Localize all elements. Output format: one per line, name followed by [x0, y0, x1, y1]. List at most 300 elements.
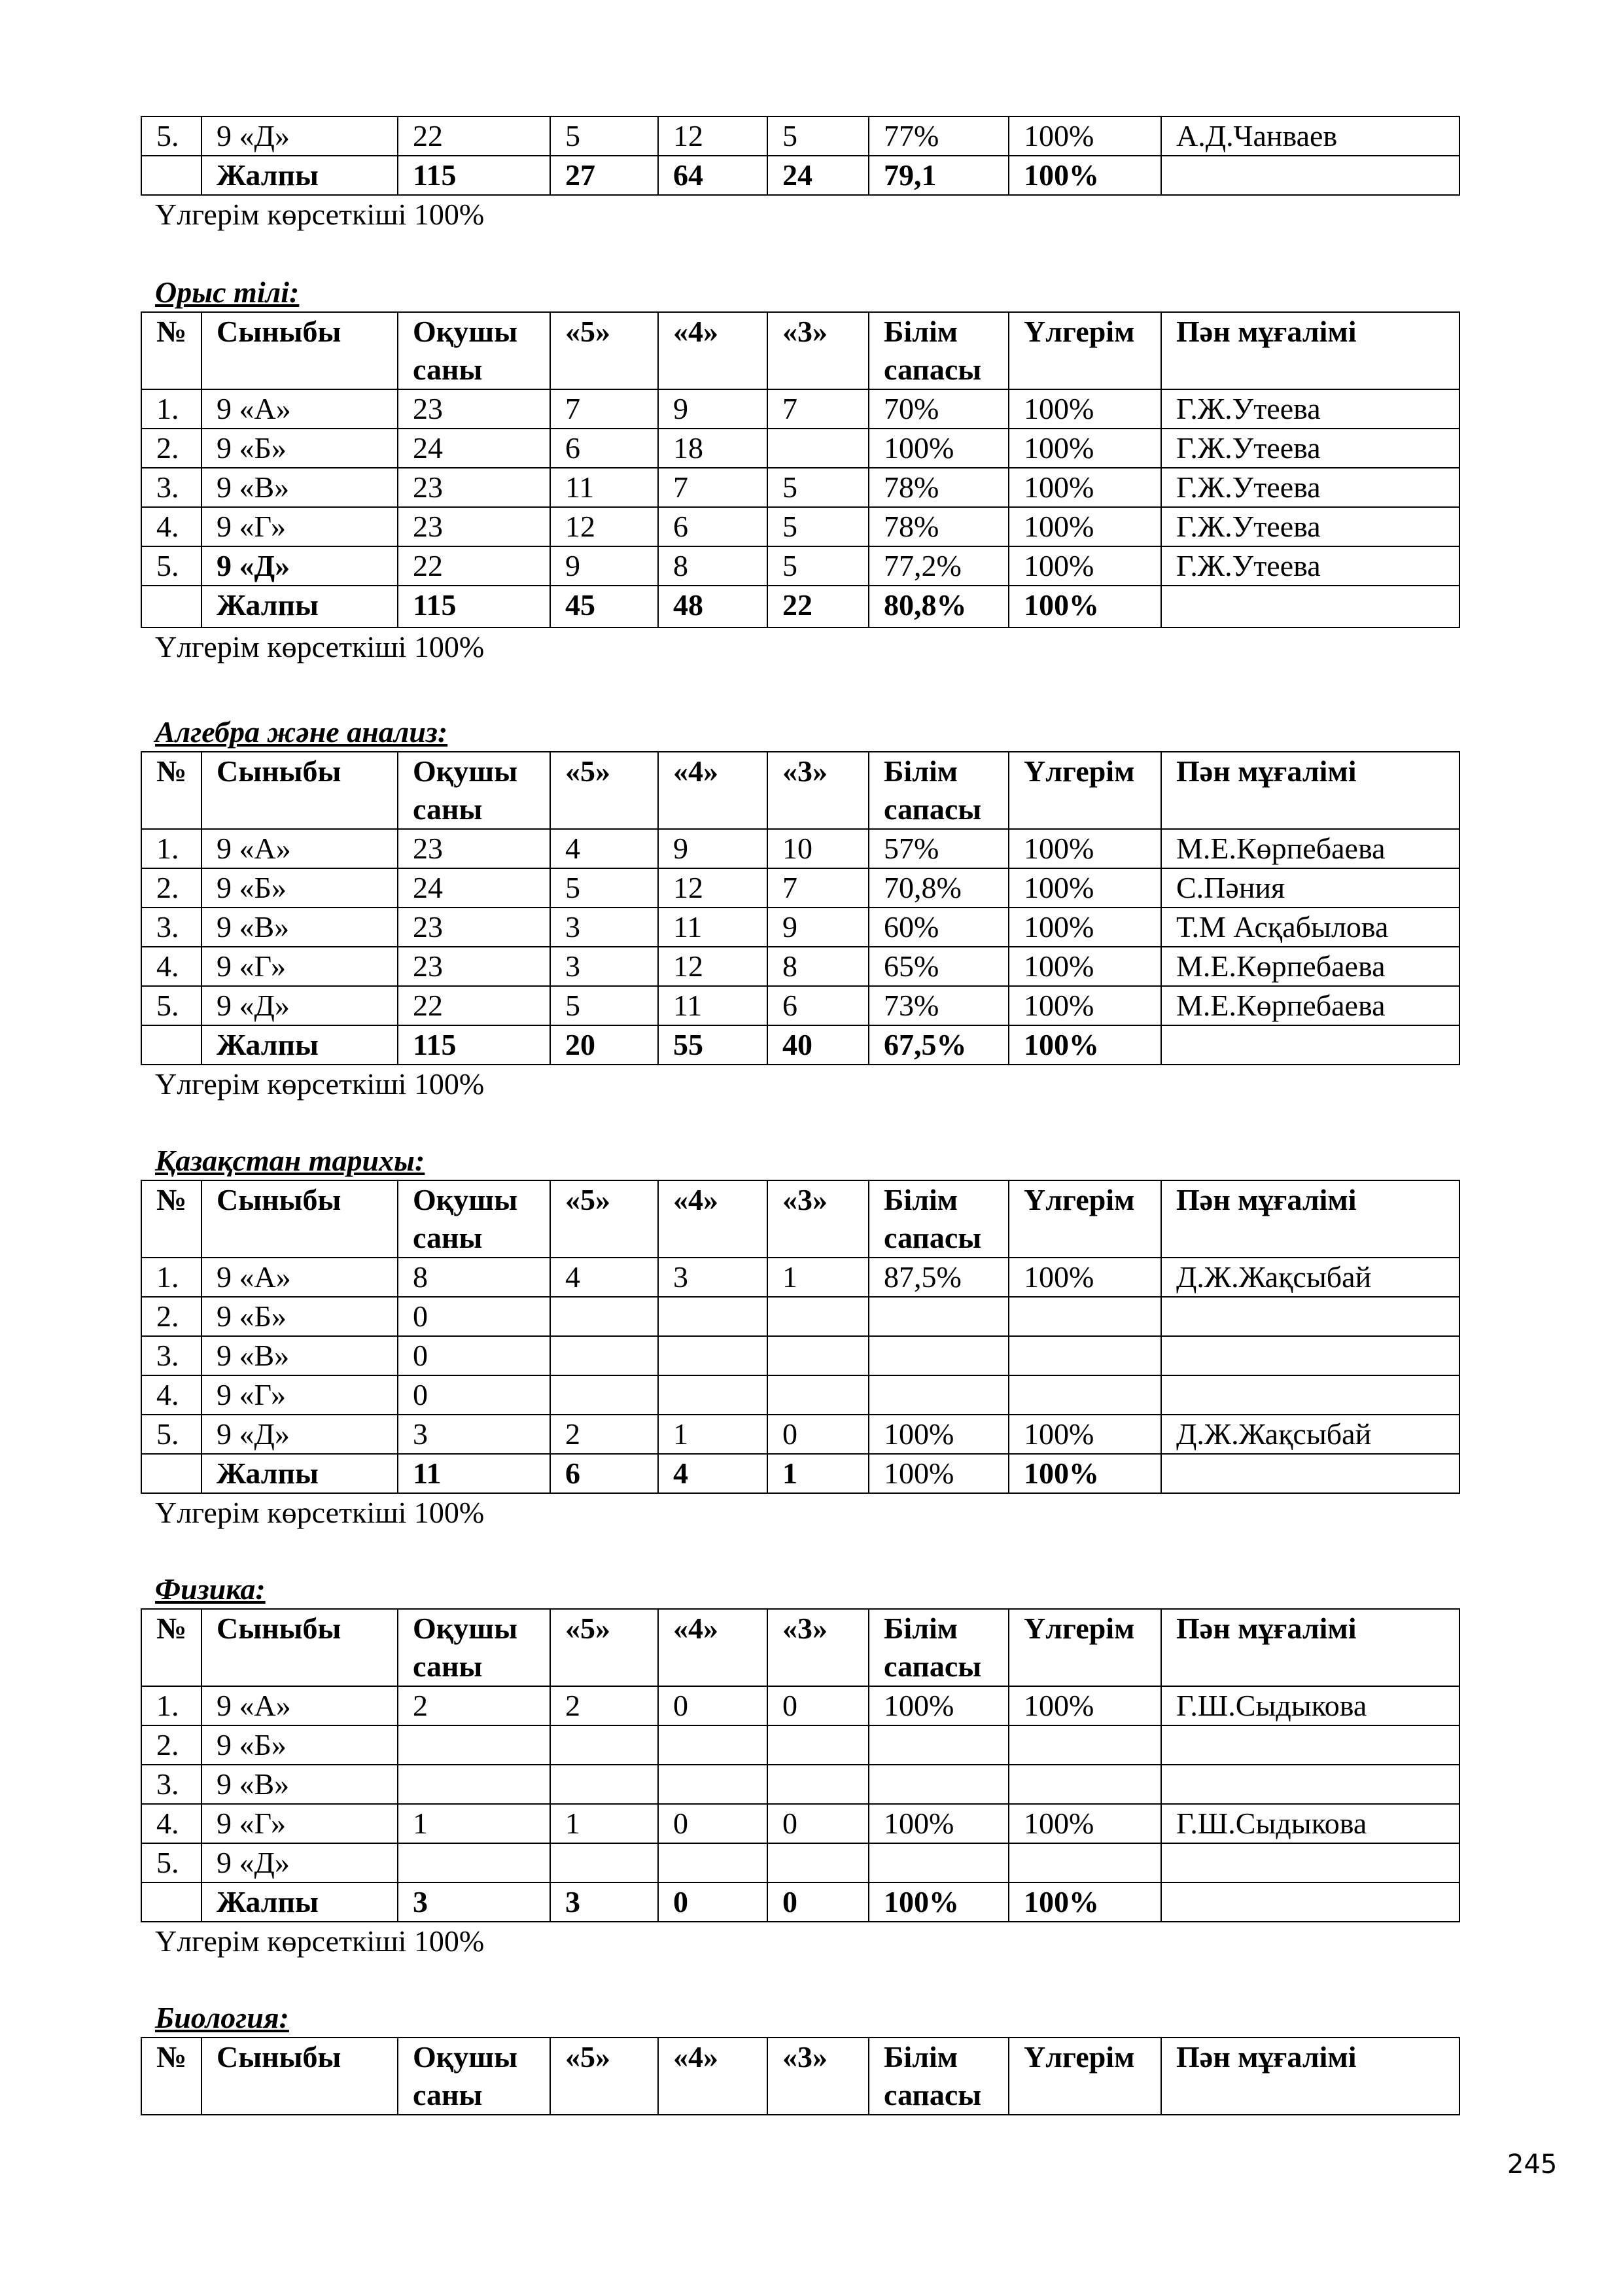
grade-5-count: 11 [550, 468, 658, 507]
header-number: № [141, 752, 201, 829]
grade-4-count: 11 [658, 908, 767, 947]
grade-3-count: 7 [767, 868, 869, 908]
grade-4-count: 18 [658, 429, 767, 468]
total-label: Жалпы [201, 1882, 398, 1922]
grades-table [141, 311, 1460, 628]
header-grade-4: «4» [658, 752, 767, 829]
grade-5-count [550, 1375, 658, 1415]
table-row [141, 116, 1459, 156]
teacher-name [1161, 1025, 1459, 1065]
grade-5-count [550, 1297, 658, 1336]
header-row [141, 1180, 1459, 1258]
progress-percent: 100% [1009, 507, 1161, 546]
header-progress: Үлгерім [1009, 2038, 1161, 2115]
grade-3-count: 1 [767, 1258, 869, 1297]
grade-4-count [658, 1765, 767, 1804]
grade-3-count: 6 [767, 986, 869, 1025]
progress-percent: 100% [1009, 586, 1161, 627]
class-name: 9 «В» [201, 468, 398, 507]
teacher-name: Г.Ж.Утеева [1161, 507, 1459, 546]
total-row [141, 1025, 1459, 1065]
student-count: 24 [398, 429, 550, 468]
student-count: 24 [398, 868, 550, 908]
progress-percent: 100% [1009, 468, 1161, 507]
row-number: 2. [141, 1297, 201, 1336]
header-teacher: Пән мұғалімі [1161, 1180, 1459, 1258]
row-number: 4. [141, 1375, 201, 1415]
class-name: 9 «Б» [201, 429, 398, 468]
row-number: 5. [141, 546, 201, 586]
grade-4-count: 9 [658, 829, 767, 868]
student-count [398, 1765, 550, 1804]
student-count: 11 [398, 1454, 550, 1493]
total-label: Жалпы [201, 1025, 398, 1065]
grade-3-count: 0 [767, 1882, 869, 1922]
grade-5-count: 6 [550, 429, 658, 468]
teacher-name: М.Е.Көрпебаева [1161, 829, 1459, 868]
row-number: 1. [141, 1258, 201, 1297]
table-row [141, 1258, 1459, 1297]
quality-percent: 70% [869, 389, 1009, 429]
grade-4-count: 12 [658, 947, 767, 986]
header-student-count: Оқушы саны [398, 752, 550, 829]
header-row [141, 312, 1459, 389]
quality-percent: 57% [869, 829, 1009, 868]
progress-percent [1009, 1843, 1161, 1882]
class-name: 9 «А» [201, 389, 398, 429]
header-teacher: Пән мұғалімі [1161, 2038, 1459, 2115]
class-name: 9 «А» [201, 829, 398, 868]
grade-3-count [767, 1765, 869, 1804]
header-teacher: Пән мұғалімі [1161, 752, 1459, 829]
progress-percent: 100% [1009, 1882, 1161, 1922]
quality-percent [869, 1725, 1009, 1765]
grade-5-count: 5 [550, 986, 658, 1025]
quality-percent: 100% [869, 1686, 1009, 1725]
quality-percent: 87,5% [869, 1258, 1009, 1297]
grade-3-count [767, 1336, 869, 1375]
grade-5-count [550, 1725, 658, 1765]
header-class: Сыныбы [201, 1609, 398, 1686]
header-class: Сыныбы [201, 312, 398, 389]
teacher-name [1161, 1843, 1459, 1882]
grade-4-count: 55 [658, 1025, 767, 1065]
grade-4-count [658, 1336, 767, 1375]
progress-percent: 100% [1009, 868, 1161, 908]
section-heading-russian: Орыс тілі: [155, 275, 300, 309]
section-table-russian [141, 311, 1460, 666]
section-table-biology [141, 2037, 1460, 2115]
class-name: 9 «Б» [201, 1725, 398, 1765]
header-quality: Білім сапасы [869, 2038, 1009, 2115]
table-row [141, 1804, 1459, 1843]
table-row [141, 1765, 1459, 1804]
grades-table [141, 1608, 1460, 1922]
teacher-name: М.Е.Көрпебаева [1161, 986, 1459, 1025]
header-number: № [141, 1609, 201, 1686]
row-number: 2. [141, 429, 201, 468]
total-label: Жалпы [201, 1454, 398, 1493]
table-row [141, 546, 1459, 586]
grades-table [141, 2037, 1460, 2115]
grade-4-count: 0 [658, 1686, 767, 1725]
student-count: 3 [398, 1882, 550, 1922]
student-count: 115 [398, 156, 550, 195]
row-number: 3. [141, 468, 201, 507]
grade-4-count: 12 [658, 868, 767, 908]
header-grade-5: «5» [550, 752, 658, 829]
section-table-history [141, 1180, 1460, 1532]
table-row [141, 947, 1459, 986]
progress-percent: 100% [1009, 829, 1161, 868]
student-count: 22 [398, 116, 550, 156]
table-row [141, 429, 1459, 468]
grade-3-count: 24 [767, 156, 869, 195]
grade-4-count: 48 [658, 586, 767, 627]
class-name: 9 «Д» [201, 116, 398, 156]
student-count: 8 [398, 1258, 550, 1297]
teacher-name: Г.Ш.Сыдыкова [1161, 1804, 1459, 1843]
progress-note: Үлгерім көрсеткіші 100% [155, 1924, 485, 1958]
grade-5-count: 7 [550, 389, 658, 429]
teacher-name: Г.Ж.Утеева [1161, 468, 1459, 507]
progress-percent: 100% [1009, 389, 1161, 429]
teacher-name [1161, 1336, 1459, 1375]
grade-5-count: 2 [550, 1415, 658, 1454]
student-count [398, 1725, 550, 1765]
grade-5-count: 5 [550, 116, 658, 156]
total-label: Жалпы [201, 586, 398, 627]
grade-4-count: 9 [658, 389, 767, 429]
progress-percent: 100% [1009, 986, 1161, 1025]
student-count: 23 [398, 389, 550, 429]
progress-percent: 100% [1009, 1415, 1161, 1454]
progress-percent: 100% [1009, 908, 1161, 947]
class-name: 9 «В» [201, 908, 398, 947]
grade-3-count: 10 [767, 829, 869, 868]
progress-percent: 100% [1009, 947, 1161, 986]
quality-percent: 60% [869, 908, 1009, 947]
grade-4-count: 0 [658, 1804, 767, 1843]
row-number [141, 1882, 201, 1922]
top-table [141, 116, 1460, 196]
table-row [141, 389, 1459, 429]
row-number [141, 1454, 201, 1493]
header-grade-3: «3» [767, 752, 869, 829]
quality-percent: 100% [869, 1415, 1009, 1454]
header-progress: Үлгерім [1009, 1609, 1161, 1686]
section-table-algebra [141, 751, 1460, 1103]
grade-5-count: 12 [550, 507, 658, 546]
progress-percent [1009, 1765, 1161, 1804]
row-number: 5. [141, 986, 201, 1025]
table-row [141, 507, 1459, 546]
header-grade-5: «5» [550, 312, 658, 389]
table-row [141, 1843, 1459, 1882]
header-row [141, 2038, 1459, 2115]
class-name: 9 «А» [201, 1686, 398, 1725]
teacher-name: Д.Ж.Жақсыбай [1161, 1258, 1459, 1297]
row-number: 1. [141, 829, 201, 868]
row-number [141, 1025, 201, 1065]
teacher-name [1161, 1725, 1459, 1765]
student-count: 115 [398, 1025, 550, 1065]
student-count: 0 [398, 1336, 550, 1375]
table-row [141, 868, 1459, 908]
progress-note: Үлгерім көрсеткіші 100% [155, 630, 485, 663]
class-name: 9 «Д» [201, 986, 398, 1025]
header-grade-3: «3» [767, 1180, 869, 1258]
student-count: 23 [398, 908, 550, 947]
progress-percent [1009, 1375, 1161, 1415]
quality-percent: 67,5% [869, 1025, 1009, 1065]
quality-percent: 79,1 [869, 156, 1009, 195]
grade-5-count: 9 [550, 546, 658, 586]
grade-3-count [767, 429, 869, 468]
progress-percent: 100% [1009, 429, 1161, 468]
grade-5-count: 45 [550, 586, 658, 627]
header-class: Сыныбы [201, 2038, 398, 2115]
progress-percent: 100% [1009, 116, 1161, 156]
grade-3-count: 0 [767, 1415, 869, 1454]
grade-3-count [767, 1725, 869, 1765]
grade-3-count: 1 [767, 1454, 869, 1493]
header-grade-4: «4» [658, 1609, 767, 1686]
class-name: 9 «В» [201, 1336, 398, 1375]
row-number: 4. [141, 1804, 201, 1843]
grade-5-count: 27 [550, 156, 658, 195]
table-row [141, 1725, 1459, 1765]
header-quality: Білім сапасы [869, 752, 1009, 829]
quality-percent: 70,8% [869, 868, 1009, 908]
progress-percent: 100% [1009, 1025, 1161, 1065]
header-grade-4: «4» [658, 312, 767, 389]
teacher-name [1161, 1297, 1459, 1336]
header-grade-4: «4» [658, 2038, 767, 2115]
header-student-count: Оқушы саны [398, 2038, 550, 2115]
class-name: 9 «Г» [201, 947, 398, 986]
header-quality: Білім сапасы [869, 312, 1009, 389]
header-grade-5: «5» [550, 1609, 658, 1686]
row-number: 1. [141, 1686, 201, 1725]
grade-4-count: 4 [658, 1454, 767, 1493]
header-grade-3: «3» [767, 2038, 869, 2115]
grade-3-count [767, 1297, 869, 1336]
grade-5-count [550, 1765, 658, 1804]
grade-4-count: 64 [658, 156, 767, 195]
total-row [141, 1454, 1459, 1493]
grade-4-count: 11 [658, 986, 767, 1025]
quality-percent: 73% [869, 986, 1009, 1025]
quality-percent [869, 1336, 1009, 1375]
teacher-name: А.Д.Чанваев [1161, 116, 1459, 156]
quality-percent: 77% [869, 116, 1009, 156]
row-number: 5. [141, 116, 201, 156]
grade-5-count: 4 [550, 1258, 658, 1297]
student-count: 23 [398, 947, 550, 986]
student-count: 115 [398, 586, 550, 627]
student-count: 23 [398, 829, 550, 868]
row-number [141, 586, 201, 627]
grade-5-count: 1 [550, 1804, 658, 1843]
header-student-count: Оқушы саны [398, 1609, 550, 1686]
grade-4-count: 8 [658, 546, 767, 586]
header-quality: Білім сапасы [869, 1609, 1009, 1686]
table-row [141, 1415, 1459, 1454]
row-number: 4. [141, 947, 201, 986]
row-number: 3. [141, 1765, 201, 1804]
total-label: Жалпы [201, 156, 398, 195]
row-number: 2. [141, 868, 201, 908]
quality-percent [869, 1765, 1009, 1804]
grade-5-count: 3 [550, 947, 658, 986]
grade-3-count: 5 [767, 507, 869, 546]
quality-percent [869, 1375, 1009, 1415]
progress-percent: 100% [1009, 1258, 1161, 1297]
teacher-name: С.Пәния [1161, 868, 1459, 908]
header-teacher: Пән мұғалімі [1161, 312, 1459, 389]
grades-table [141, 751, 1460, 1065]
grade-3-count: 8 [767, 947, 869, 986]
teacher-name [1161, 156, 1459, 195]
grade-3-count: 7 [767, 389, 869, 429]
class-name: 9 «Г» [201, 1375, 398, 1415]
header-student-count: Оқушы саны [398, 1180, 550, 1258]
grades-table [141, 1180, 1460, 1494]
row-number: 5. [141, 1843, 201, 1882]
quality-percent: 65% [869, 947, 1009, 986]
table-row [141, 1297, 1459, 1336]
teacher-name: Г.Ж.Утеева [1161, 429, 1459, 468]
grade-4-count: 0 [658, 1882, 767, 1922]
quality-percent: 78% [869, 468, 1009, 507]
progress-percent [1009, 1725, 1161, 1765]
grade-4-count: 6 [658, 507, 767, 546]
quality-percent: 100% [869, 429, 1009, 468]
grade-4-count [658, 1297, 767, 1336]
student-count: 22 [398, 986, 550, 1025]
teacher-name [1161, 1454, 1459, 1493]
grade-4-count: 7 [658, 468, 767, 507]
header-number: № [141, 1180, 201, 1258]
row-number: 2. [141, 1725, 201, 1765]
grade-4-count [658, 1725, 767, 1765]
table-row [141, 1375, 1459, 1415]
teacher-name: М.Е.Көрпебаева [1161, 947, 1459, 986]
grade-5-count: 3 [550, 1882, 658, 1922]
grade-3-count: 5 [767, 116, 869, 156]
quality-percent: 77,2% [869, 546, 1009, 586]
table-row [141, 468, 1459, 507]
grade-5-count [550, 1843, 658, 1882]
header-number: № [141, 312, 201, 389]
grade-5-count: 2 [550, 1686, 658, 1725]
grade-4-count [658, 1375, 767, 1415]
progress-note: Үлгерім көрсеткіші 100% [155, 198, 485, 231]
grade-3-count: 22 [767, 586, 869, 627]
header-progress: Үлгерім [1009, 752, 1161, 829]
header-quality: Білім сапасы [869, 1180, 1009, 1258]
teacher-name [1161, 1375, 1459, 1415]
page-number: 245 [1507, 2149, 1558, 2180]
total-row [141, 156, 1459, 195]
section-table-physics [141, 1608, 1460, 1960]
grade-3-count: 9 [767, 908, 869, 947]
grade-4-count: 3 [658, 1258, 767, 1297]
header-student-count: Оқушы саны [398, 312, 550, 389]
class-name: 9 «Б» [201, 1297, 398, 1336]
student-count: 3 [398, 1415, 550, 1454]
progress-note: Үлгерім көрсеткіші 100% [155, 1067, 485, 1101]
table-row [141, 908, 1459, 947]
progress-percent [1009, 1297, 1161, 1336]
progress-percent: 100% [1009, 1686, 1161, 1725]
student-count: 0 [398, 1297, 550, 1336]
teacher-name: Г.Ш.Сыдыкова [1161, 1686, 1459, 1725]
class-name: 9 «В» [201, 1765, 398, 1804]
table-row [141, 1336, 1459, 1375]
header-row [141, 1609, 1459, 1686]
grade-3-count: 5 [767, 546, 869, 586]
quality-percent: 100% [869, 1882, 1009, 1922]
header-grade-3: «3» [767, 1609, 869, 1686]
class-name: 9 «Д» [201, 546, 398, 586]
class-name: 9 «Д» [201, 1415, 398, 1454]
grade-4-count: 1 [658, 1415, 767, 1454]
student-count: 23 [398, 468, 550, 507]
header-progress: Үлгерім [1009, 312, 1161, 389]
header-progress: Үлгерім [1009, 1180, 1161, 1258]
grade-4-count [658, 1843, 767, 1882]
header-row [141, 752, 1459, 829]
quality-percent: 100% [869, 1454, 1009, 1493]
grade-5-count: 5 [550, 868, 658, 908]
row-number: 1. [141, 389, 201, 429]
row-number: 5. [141, 1415, 201, 1454]
grade-5-count: 6 [550, 1454, 658, 1493]
quality-percent: 80,8% [869, 586, 1009, 627]
grade-5-count: 3 [550, 908, 658, 947]
grade-3-count: 5 [767, 468, 869, 507]
student-count [398, 1843, 550, 1882]
quality-percent [869, 1297, 1009, 1336]
teacher-name: Г.Ж.Утеева [1161, 389, 1459, 429]
table-row [141, 1686, 1459, 1725]
progress-note: Үлгерім көрсеткіші 100% [155, 1496, 485, 1529]
row-number: 3. [141, 908, 201, 947]
progress-percent: 100% [1009, 156, 1161, 195]
quality-percent: 100% [869, 1804, 1009, 1843]
class-name: 9 «Г» [201, 1804, 398, 1843]
teacher-name: Г.Ж.Утеева [1161, 546, 1459, 586]
quality-percent [869, 1843, 1009, 1882]
quality-percent: 78% [869, 507, 1009, 546]
progress-percent: 100% [1009, 546, 1161, 586]
student-count: 2 [398, 1686, 550, 1725]
grade-3-count: 40 [767, 1025, 869, 1065]
student-count: 23 [398, 507, 550, 546]
teacher-name [1161, 586, 1459, 627]
grade-3-count [767, 1843, 869, 1882]
student-count: 0 [398, 1375, 550, 1415]
total-row [141, 1882, 1459, 1922]
grade-3-count: 0 [767, 1804, 869, 1843]
row-number: 3. [141, 1336, 201, 1375]
class-name: 9 «Д» [201, 1843, 398, 1882]
header-teacher: Пән мұғалімі [1161, 1609, 1459, 1686]
teacher-name [1161, 1765, 1459, 1804]
top-table-section [141, 116, 1460, 234]
